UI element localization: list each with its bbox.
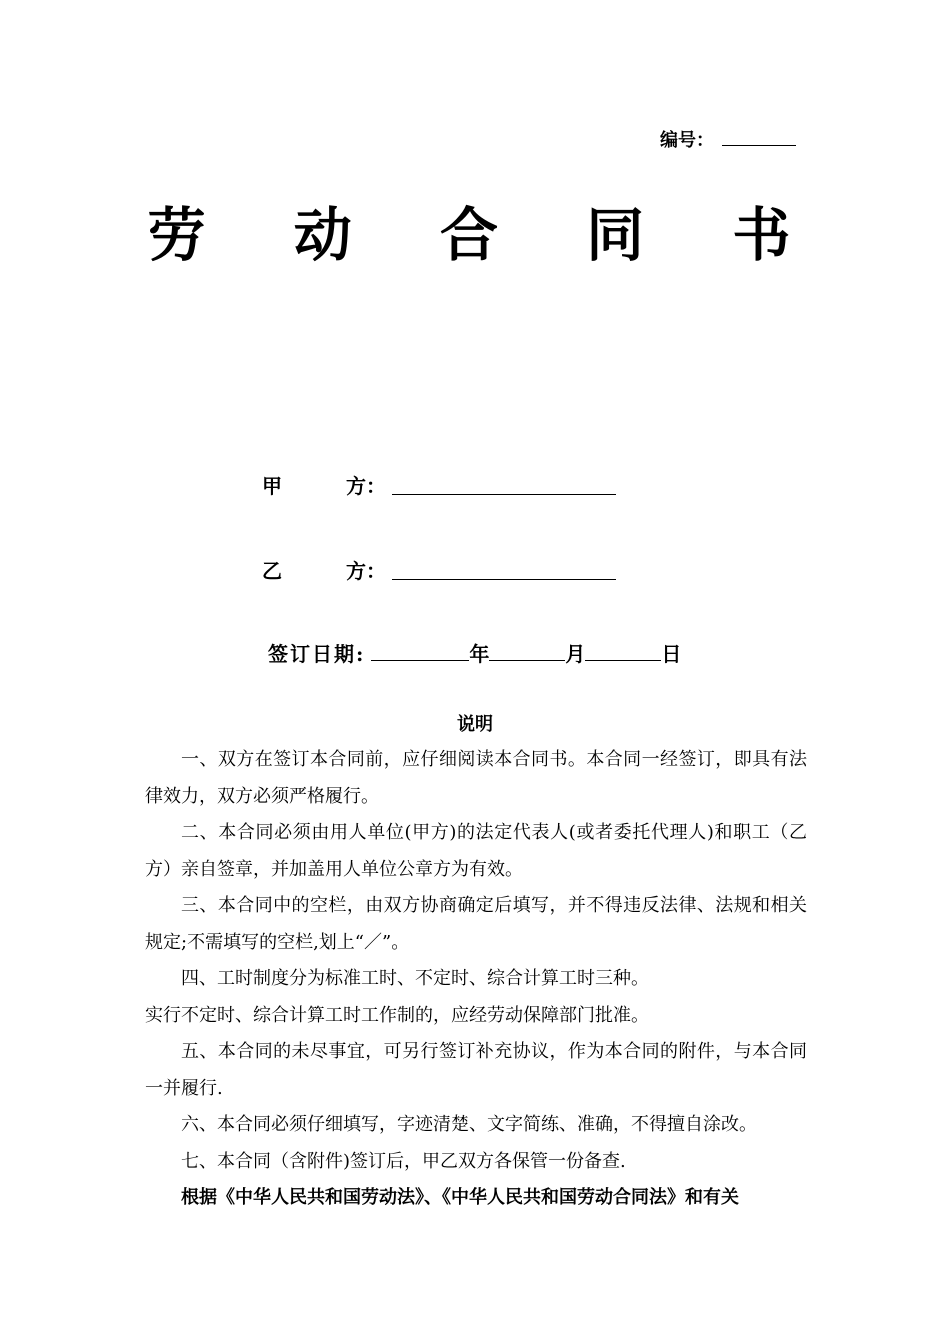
party-a-fang-label: 方： bbox=[346, 474, 386, 498]
note-item-7: 七、本合同（含附件)签订后，甲乙双方各保管一份备查. bbox=[181, 1150, 626, 1172]
note-item-3: 三、本合同中的空栏，由双方协商确定后填写，并不得违反法律、法规和相关规定;不需填写的空栏,划上“／”。 bbox=[145, 895, 807, 953]
sign-day-blank[interactable] bbox=[585, 640, 661, 661]
document-title: 劳 动 合 同 书 bbox=[147, 201, 825, 269]
party-b-blank[interactable] bbox=[392, 579, 616, 580]
party-a-label: 甲 bbox=[262, 474, 282, 498]
note-item-4-continued: 实行不定时、综合计算工时工作制的，应经劳动保障部门批准。 bbox=[145, 1004, 649, 1026]
serial-number-blank[interactable] bbox=[722, 128, 796, 146]
note-item-6: 六、本合同必须仔细填写，字迹清楚、文字简练、准确，不得擅自涂改。 bbox=[181, 1114, 757, 1135]
sign-date-row bbox=[268, 638, 681, 667]
note-item-5: 五、本合同的未尽事宜，可另行签订补充协议，作为本合同的附件，与本合同一并履行. bbox=[145, 1041, 807, 1099]
note-item-2: 二、本合同必须由用人单位(甲方)的法定代表人(或者委托代理人)和职工（乙方）亲自签章，并加盖用人单位公章方为有效。 bbox=[145, 822, 807, 880]
sign-year-label: 年 bbox=[469, 642, 490, 666]
party-a-blank[interactable] bbox=[392, 494, 616, 495]
notes-title: 说明 bbox=[457, 714, 493, 735]
legal-basis-paragraph: 根据《中华人民共和国劳动法》、《中华人民共和国劳动合同法》和有关 bbox=[181, 1187, 739, 1208]
note-item-4: 四、工时制度分为标准工时、不定时、综合计算工时三种。 bbox=[181, 968, 649, 989]
sign-year-blank[interactable] bbox=[371, 640, 469, 661]
party-b-fang-label: 方： bbox=[346, 559, 386, 583]
sign-month-blank[interactable] bbox=[489, 640, 565, 661]
sign-day-label: 日 bbox=[661, 642, 682, 666]
notes-body bbox=[145, 742, 807, 1217]
serial-number bbox=[660, 126, 796, 152]
sign-date-label: 签订日期: bbox=[268, 642, 366, 666]
sign-month-label: 月 bbox=[565, 642, 586, 666]
serial-number-label: 编号： bbox=[660, 130, 714, 151]
party-b-label: 乙 bbox=[262, 559, 282, 583]
note-item-1: 一、双方在签订本合同前，应仔细阅读本合同书。本合同一经签订，即具有法律效力，双方必须严格履行。 bbox=[145, 749, 807, 807]
